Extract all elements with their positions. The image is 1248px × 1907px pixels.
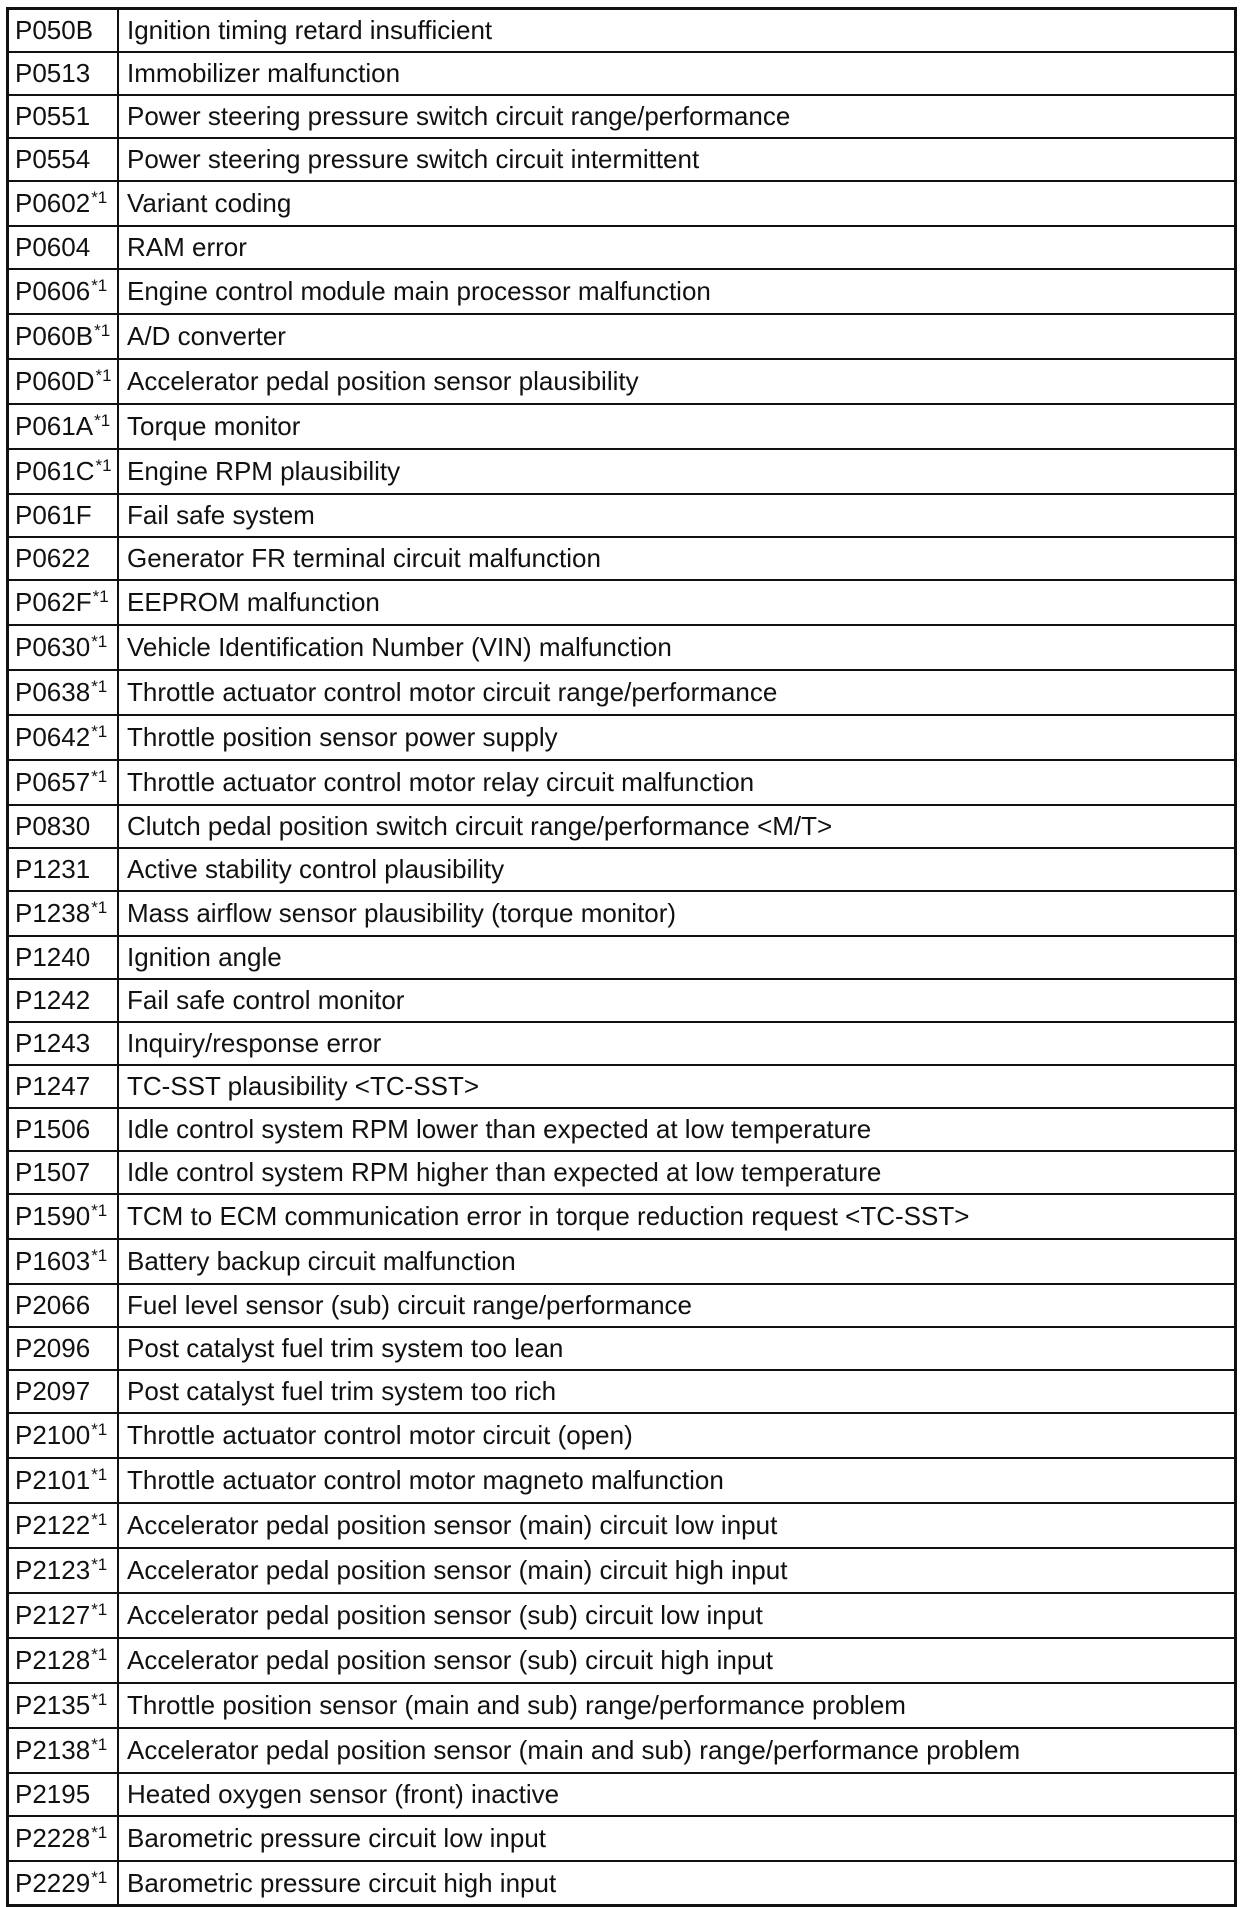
footnote-marker: *1 [91,188,108,207]
dtc-description: Accelerator pedal position sensor (main) circuit low input [118,1503,1236,1548]
table-row [8,269,1236,314]
dtc-code: P2097 [15,1376,91,1406]
dtc-description: TC-SST plausibility <TC-SST> [118,1065,1236,1108]
dtc-code: P2135 [15,1690,91,1720]
dtc-description: Fuel level sensor (sub) circuit range/performance [118,1284,1236,1327]
dtc-description: Inquiry/response error [118,1022,1236,1065]
dtc-code-cell [8,359,119,404]
dtc-code-cell [8,9,119,52]
table-row [8,1638,1236,1683]
dtc-code-cell [8,1638,119,1683]
dtc-code: P1231 [15,854,91,884]
footnote-marker: *1 [91,1645,108,1664]
table-row [8,891,1236,936]
table-row [8,1284,1236,1327]
dtc-code-cell [8,848,119,891]
dtc-code: P062F [15,587,92,617]
table-row [8,1022,1236,1065]
dtc-code-cell [8,1728,119,1773]
dtc-code: P2228 [15,1823,91,1853]
dtc-code-cell [8,95,119,138]
dtc-description: Generator FR terminal circuit malfunction [118,537,1236,580]
dtc-description: Fail safe control monitor [118,979,1236,1022]
table-row [8,1548,1236,1593]
dtc-description: Throttle actuator control motor relay circuit malfunction [118,760,1236,805]
dtc-code-cell [8,670,119,715]
dtc-code: P0554 [15,144,91,174]
dtc-code: P0551 [15,101,91,131]
footnote-marker: *1 [91,1555,108,1574]
dtc-table-body [8,9,1236,1906]
dtc-description: Throttle actuator control motor magneto malfunction [118,1458,1236,1503]
dtc-code: P0513 [15,58,91,88]
footnote-marker: *1 [91,1246,108,1265]
dtc-code-cell [8,1773,119,1816]
dtc-code: P2138 [15,1735,91,1765]
dtc-description: Vehicle Identification Number (VIN) malfunction [118,625,1236,670]
dtc-code: P1590 [15,1201,91,1231]
dtc-code-cell [8,1503,119,1548]
dtc-description: Accelerator pedal position sensor plausibility [118,359,1236,404]
dtc-description: Power steering pressure switch circuit intermittent [118,138,1236,181]
dtc-description: Throttle position sensor power supply [118,715,1236,760]
dtc-description: Throttle position sensor (main and sub) range/performance problem [118,1683,1236,1728]
dtc-code-cell [8,138,119,181]
dtc-description: Torque monitor [118,404,1236,449]
table-row [8,1728,1236,1773]
table-row [8,1773,1236,1816]
footnote-marker: *1 [91,276,108,295]
dtc-code-cell [8,226,119,269]
footnote-marker: *1 [91,1600,108,1619]
dtc-code-cell [8,404,119,449]
footnote-marker: *1 [91,898,108,917]
dtc-code-cell [8,494,119,537]
dtc-code: P060B [15,321,94,351]
dtc-description: Clutch pedal position switch circuit range/performance <M/T> [118,805,1236,848]
dtc-code-cell [8,537,119,580]
dtc-description: Battery backup circuit malfunction [118,1239,1236,1284]
footnote-marker: *1 [91,1823,108,1842]
dtc-code-cell [8,1194,119,1239]
footnote-marker: *1 [91,1690,108,1709]
footnote-marker: *1 [91,767,108,786]
dtc-code-cell [8,760,119,805]
dtc-code: P2096 [15,1333,91,1363]
table-row [8,314,1236,359]
dtc-code: P050B [15,15,94,46]
dtc-code: P2229 [15,1867,91,1898]
footnote-marker: *1 [91,1867,108,1887]
table-row [8,537,1236,580]
footnote-marker: *1 [94,321,111,340]
table-row [8,1108,1236,1151]
table-row [8,1151,1236,1194]
dtc-description: Idle control system RPM lower than expected at low temperature [118,1108,1236,1151]
footnote-marker: *1 [91,1201,108,1220]
dtc-description: Engine RPM plausibility [118,449,1236,494]
footnote-marker: *1 [91,677,108,696]
table-row [8,404,1236,449]
dtc-description: Fail safe system [118,494,1236,537]
footnote-marker: *1 [95,366,112,385]
table-row [8,494,1236,537]
table-row [8,1503,1236,1548]
dtc-description: Throttle actuator control motor circuit range/performance [118,670,1236,715]
dtc-code-cell [8,805,119,848]
dtc-code-cell [8,1065,119,1108]
dtc-code: P2101 [15,1465,91,1495]
dtc-code: P0604 [15,232,91,262]
dtc-description: Mass airflow sensor plausibility (torque monitor) [118,891,1236,936]
dtc-description: Accelerator pedal position sensor (sub) circuit high input [118,1638,1236,1683]
dtc-description: Active stability control plausibility [118,848,1236,891]
dtc-description: Ignition timing retard insufficient [118,9,1236,52]
dtc-code: P2066 [15,1290,91,1320]
dtc-code-cell [8,449,119,494]
dtc-code-cell [8,269,119,314]
dtc-code-cell [8,1816,119,1861]
table-row [8,359,1236,404]
dtc-description: Accelerator pedal position sensor (main and sub) range/performance problem [118,1728,1236,1773]
dtc-code: P0606 [15,276,91,306]
dtc-code: P061A [15,411,94,441]
dtc-code-cell [8,181,119,226]
table-row [8,625,1236,670]
dtc-code-cell [8,1108,119,1151]
dtc-code: P1242 [15,985,91,1015]
table-row [8,805,1236,848]
table-row [8,1861,1236,1906]
table-row [8,1816,1236,1861]
table-row [8,449,1236,494]
dtc-code-cell [8,715,119,760]
table-row [8,138,1236,181]
dtc-description: Ignition angle [118,936,1236,979]
dtc-code-cell [8,580,119,625]
dtc-code: P0602 [15,188,91,218]
dtc-code: P0642 [15,722,91,752]
footnote-marker: *1 [92,587,109,606]
dtc-description: Throttle actuator control motor circuit (open) [118,1413,1236,1458]
table-row [8,1683,1236,1728]
dtc-code-cell [8,1327,119,1370]
table-row [8,1370,1236,1413]
dtc-code-cell [8,1458,119,1503]
dtc-code-cell [8,314,119,359]
footnote-marker: *1 [91,1735,108,1754]
footnote-marker: *1 [91,722,108,741]
dtc-code-cell [8,625,119,670]
dtc-code-cell [8,891,119,936]
table-row [8,979,1236,1022]
footnote-marker: *1 [91,1510,108,1529]
dtc-description: Immobilizer malfunction [118,52,1236,95]
dtc-code: P2127 [15,1600,91,1630]
table-row [8,181,1236,226]
dtc-description: Engine control module main processor malfunction [118,269,1236,314]
dtc-description: Post catalyst fuel trim system too rich [118,1370,1236,1413]
table-row [8,848,1236,891]
dtc-description: Power steering pressure switch circuit range/performance [118,95,1236,138]
dtc-description: Accelerator pedal position sensor (sub) circuit low input [118,1593,1236,1638]
dtc-code-cell [8,1548,119,1593]
table-row [8,95,1236,138]
dtc-code-cell [8,1022,119,1065]
dtc-description: Post catalyst fuel trim system too lean [118,1327,1236,1370]
table-row [8,936,1236,979]
dtc-code-cell [8,1413,119,1458]
dtc-code-cell [8,1861,119,1906]
dtc-code: P1507 [15,1157,91,1187]
dtc-code: P061C [15,456,95,486]
table-row [8,1239,1236,1284]
dtc-code-cell [8,52,119,95]
dtc-description: Barometric pressure circuit high input [118,1861,1236,1906]
table-row [8,715,1236,760]
dtc-code: P1247 [15,1071,91,1101]
table-row [8,760,1236,805]
dtc-description: Variant coding [118,181,1236,226]
dtc-code: P2100 [15,1420,91,1450]
table-row [8,580,1236,625]
table-row [8,1327,1236,1370]
table-row [8,1065,1236,1108]
dtc-code: P0630 [15,632,91,662]
dtc-description: RAM error [118,226,1236,269]
dtc-code: P061F [15,500,92,530]
dtc-code-cell [8,1239,119,1284]
dtc-code-cell [8,1683,119,1728]
dtc-description: EEPROM malfunction [118,580,1236,625]
dtc-code-cell [8,1151,119,1194]
dtc-code: P2122 [15,1510,91,1540]
dtc-code-cell [8,1284,119,1327]
footnote-marker: *1 [91,632,108,651]
table-row [8,226,1236,269]
table-row [8,670,1236,715]
dtc-code-cell [8,979,119,1022]
table-row [8,1458,1236,1503]
dtc-code: P2123 [15,1555,91,1585]
footnote-marker: *1 [95,456,112,475]
dtc-description: TCM to ECM communication error in torque reduction request <TC-SST> [118,1194,1236,1239]
dtc-code: P2195 [15,1779,91,1809]
dtc-code: P1240 [15,942,91,972]
dtc-code: P0622 [15,543,91,573]
dtc-description: Heated oxygen sensor (front) inactive [118,1773,1236,1816]
dtc-code-cell [8,936,119,979]
table-row [8,1413,1236,1458]
dtc-table [6,7,1237,1907]
dtc-code: P060D [15,366,95,396]
dtc-code: P1238 [15,898,91,928]
dtc-code: P1243 [15,1028,91,1058]
footnote-marker: *1 [94,411,111,430]
dtc-description: A/D converter [118,314,1236,359]
dtc-description: Idle control system RPM higher than expected at low temperature [118,1151,1236,1194]
footnote-marker: *1 [91,1420,108,1439]
dtc-description: Barometric pressure circuit low input [118,1816,1236,1861]
footnote-marker: *1 [91,1465,108,1484]
dtc-code-cell [8,1370,119,1413]
table-row [8,52,1236,95]
table-row [8,1194,1236,1239]
table-row [8,1593,1236,1638]
dtc-code: P1603 [15,1246,91,1276]
dtc-code: P0657 [15,767,91,797]
dtc-code: P0638 [15,677,91,707]
dtc-code: P1506 [15,1114,91,1144]
dtc-code: P0830 [15,811,91,841]
table-row [8,9,1236,52]
dtc-code-cell [8,1593,119,1638]
dtc-description: Accelerator pedal position sensor (main) circuit high input [118,1548,1236,1593]
dtc-code: P2128 [15,1645,91,1675]
